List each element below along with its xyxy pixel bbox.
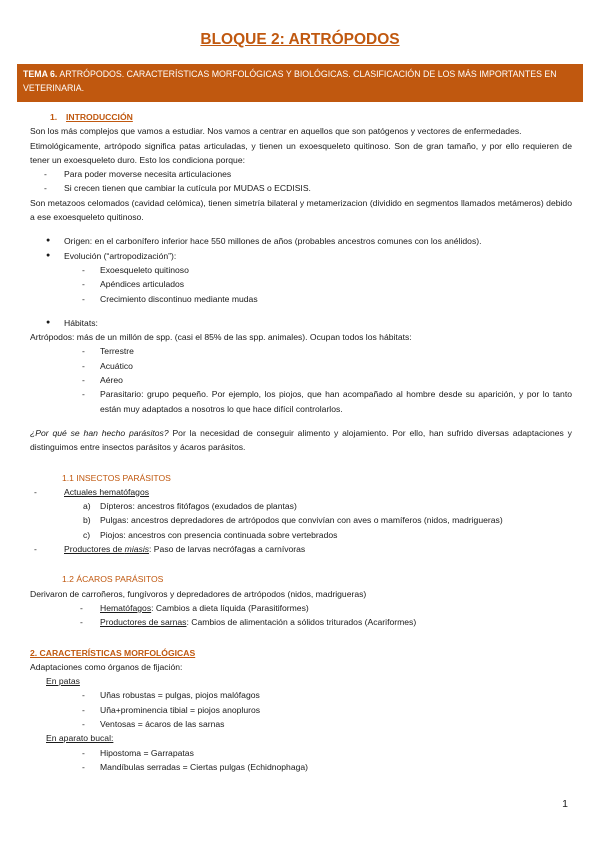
morphology-paragraph: Adaptaciones como órganos de fijación:	[30, 661, 183, 672]
list-item: - Hipostoma = Garrapatas	[82, 747, 194, 758]
acari-paragraph: Derivaron de carroñeros, fungívoros y depredadores de artrópodos (nidos, madrigueras)	[30, 588, 367, 599]
list-item: - Apéndices articulados	[82, 279, 185, 290]
list-item: - Acuático	[82, 360, 133, 371]
list-item: - Actuales hematófagos	[34, 486, 150, 497]
section-1-2-heading: 1.2 ÁCAROS PARÁSITOS	[62, 574, 164, 585]
list-item: - Exoesqueleto quitinoso	[82, 264, 189, 275]
topic-number: TEMA 6.	[23, 69, 58, 79]
page-title: BLOQUE 2: ARTRÓPODOS	[200, 31, 400, 48]
list-item: - Crecimiento discontinuo mediante mudas	[82, 293, 258, 304]
section-1-heading: 1. INTRODUCCIÓN	[50, 112, 133, 122]
list-item: - Hematófagos: Cambios a dieta líquida (Parasitiformes)	[80, 602, 309, 613]
list-item: - Aéreo	[82, 375, 123, 386]
list-item: - Productores de miasis: Paso de larvas necrófagas a carnívoras	[34, 544, 306, 555]
section-1-1-heading: 1.1 INSECTOS PARÁSITOS	[62, 472, 171, 483]
topic-banner	[17, 64, 583, 102]
list-item: - Uñas robustas = pulgas, piojos malófagos	[82, 690, 260, 701]
section-2-heading: 2. CARACTERÍSTICAS MORFOLÓGICAS	[30, 647, 196, 658]
intro-paragraph: Son los más complejos que vamos a estudiar. Nos vamos a centrar en aquellos que son patógenos y vectores de enfermedades.	[30, 126, 522, 137]
document-body	[30, 110, 572, 774]
list-item: - Uña+prominencia tibial = piojos anopluros	[82, 704, 261, 715]
subheading-patas: En patas	[46, 676, 80, 687]
list-item: - Para poder moverse necesita articulaciones	[44, 169, 232, 180]
list-item: a) Dípteros: ancestros fitófagos (exudados de plantas)	[83, 501, 297, 512]
list-item: - Productores de sarnas: Cambios de alimentación a sólidos triturados (Acariformes)	[80, 617, 417, 628]
bullet-item: ● Hábitats:	[46, 317, 98, 328]
etymology-paragraph: Etimológicamente, artrópodo significa patas articuladas, y tienen un exoesqueleto quitinoso. Son de gran tamaño, y por ello requieren de tener un exoesqueleto duro. Esto los condiciona porque:	[30, 140, 572, 165]
list-item: c) Piojos: ancestros con presencia continuada sobre vertebrados	[83, 529, 338, 540]
list-item: - Terrestre	[82, 346, 134, 357]
metazoa-paragraph: Son metazoos celomados (cavidad celómica), tienen simetría bilateral y metamerizacion (dividido en segmentos llamados metámeros) debido a ese exoesqueleto quitinoso.	[30, 197, 572, 223]
habitats-paragraph: Artrópodos: más de un millón de spp. (casi el 85% de las spp. animales). Ocupan todos los hábitats:	[30, 332, 412, 343]
list-item: - Parasitario: grupo pequeño. Por ejemplo, los piojos, que han acompañado al hombre desde su aparición, y por lo tanto están muy adaptados a nosotros lo que hace difícil controlarlos.	[82, 389, 572, 414]
list-item: - Mandíbulas serradas = Ciertas pulgas (Echidnophaga)	[82, 761, 309, 772]
bullet-item: ● Evolución (“artropodización”):	[46, 250, 177, 261]
topic-title: ARTRÓPODOS. CARACTERÍSTICAS MORFOLÓGICAS Y BIOLÓGICAS. CLASIFICACIÓN DE LOS MÁS IMPORTANTES EN VETERINARIA.	[23, 69, 557, 93]
bullet-item: ● Origen: en el carbonífero inferior hace 550 millones de años (probables ancestros comunes con los anélidos).	[46, 236, 482, 247]
list-item: - Si crecen tienen que cambiar la cutícula por MUDAS o ECDISIS.	[44, 183, 311, 194]
page-number: 1	[562, 798, 568, 810]
subheading-bucal: En aparato bucal:	[46, 733, 114, 744]
list-item: b) Pulgas: ancestros depredadores de artrópodos que convivían con aves o mamíferos (nidos, madrigueras)	[83, 515, 503, 526]
list-item: - Ventosas = ácaros de las sarnas	[82, 718, 225, 729]
question-paragraph: ¿Por qué se han hecho parásitos? Por la necesidad de conseguir alimento y alojamiento. Por ello, han sufrido diversas adaptaciones y distinguimos entre insectos parásitos y ácaros parásitos.	[30, 427, 572, 453]
